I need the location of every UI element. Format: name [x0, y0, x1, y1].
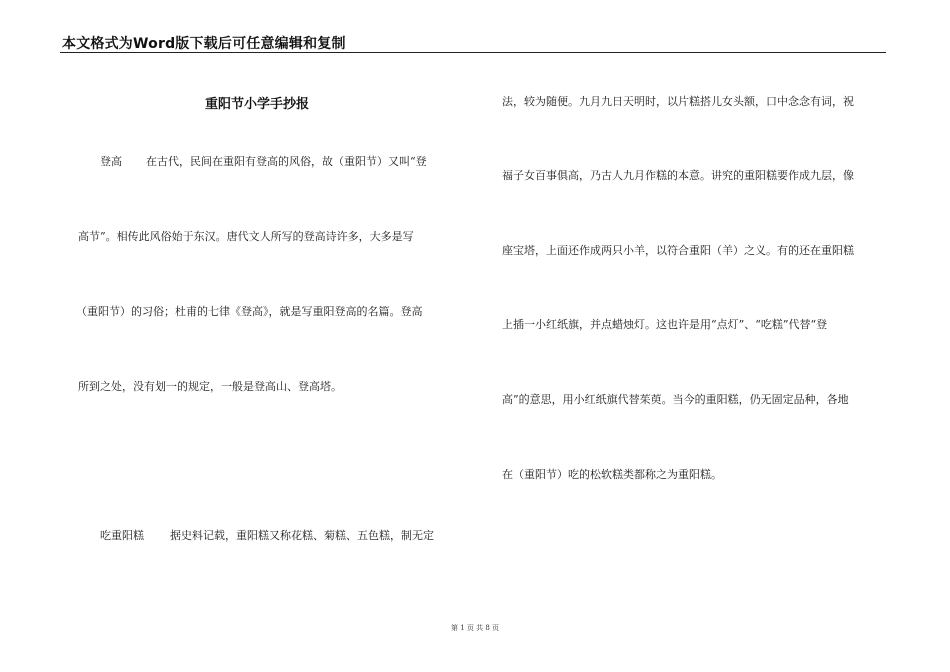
left-column-line-1: [100, 155, 427, 168]
page-number-footer: 第 1 页 共 8 页: [450, 624, 500, 632]
section-heading-denggao: 登高: [100, 155, 122, 168]
paragraph-text: 在古代，民间在重阳有登高的风俗，故（重阳节）又叫“登: [146, 155, 427, 168]
paragraph-text: 法，较为随便。九月九日天明时，以片糕搭儿女头额，口中念念有词，祝: [502, 95, 854, 108]
right-column-line-1: [502, 95, 854, 108]
paragraph-text: （重阳节）的习俗；杜甫的七律《登高》，就是写重阳登高的名篇。登高: [76, 305, 423, 318]
paragraph-text: 福子女百事俱高，乃古人九月作糕的本意。讲究的重阳糕要作成九层，像: [502, 169, 854, 182]
right-column-line-4: [502, 318, 827, 331]
paragraph-text: 所到之处，没有划一的规定，一般是登高山、登高塔。: [78, 380, 342, 393]
left-column-line-2: [78, 230, 414, 243]
paragraph-text: 上插一小红纸旗，并点蜡烛灯。这也许是用“点灯”、“吃糕”代替“登: [502, 318, 828, 331]
paragraph-text: 座宝塔，上面还作成两只小羊，以符合重阳（羊）之义。有的还在重阳糕: [502, 244, 854, 257]
left-column-line-4: [78, 380, 342, 393]
paragraph-text: 据史料记载，重阳糕又称花糕、菊糕、五色糕，制无定: [170, 529, 434, 542]
left-column-line-3: [76, 305, 423, 318]
document-title: 重阳节小学手抄报: [205, 97, 310, 112]
right-column-line-2: [502, 169, 854, 182]
right-column-line-3: [502, 244, 854, 257]
paragraph-text: 在（重阳节）吃的松软糕类都称之为重阳糕。: [502, 468, 722, 481]
header-divider: [60, 52, 886, 53]
left-column-line-5: [100, 529, 434, 542]
paragraph-text: 高”的意思，用小红纸旗代替茱萸。当今的重阳糕，仍无固定品种，各地: [502, 393, 849, 406]
paragraph-text: 高节”。相传此风俗始于东汉。唐代文人所写的登高诗许多，大多是写: [78, 230, 414, 243]
right-column-line-5: [502, 393, 849, 406]
right-column-line-6: [502, 468, 722, 481]
section-heading-chizhongyanggao: 吃重阳糕: [100, 529, 144, 542]
page-header-title: 本文格式为Word版下载后可任意编辑和复制: [62, 36, 346, 52]
